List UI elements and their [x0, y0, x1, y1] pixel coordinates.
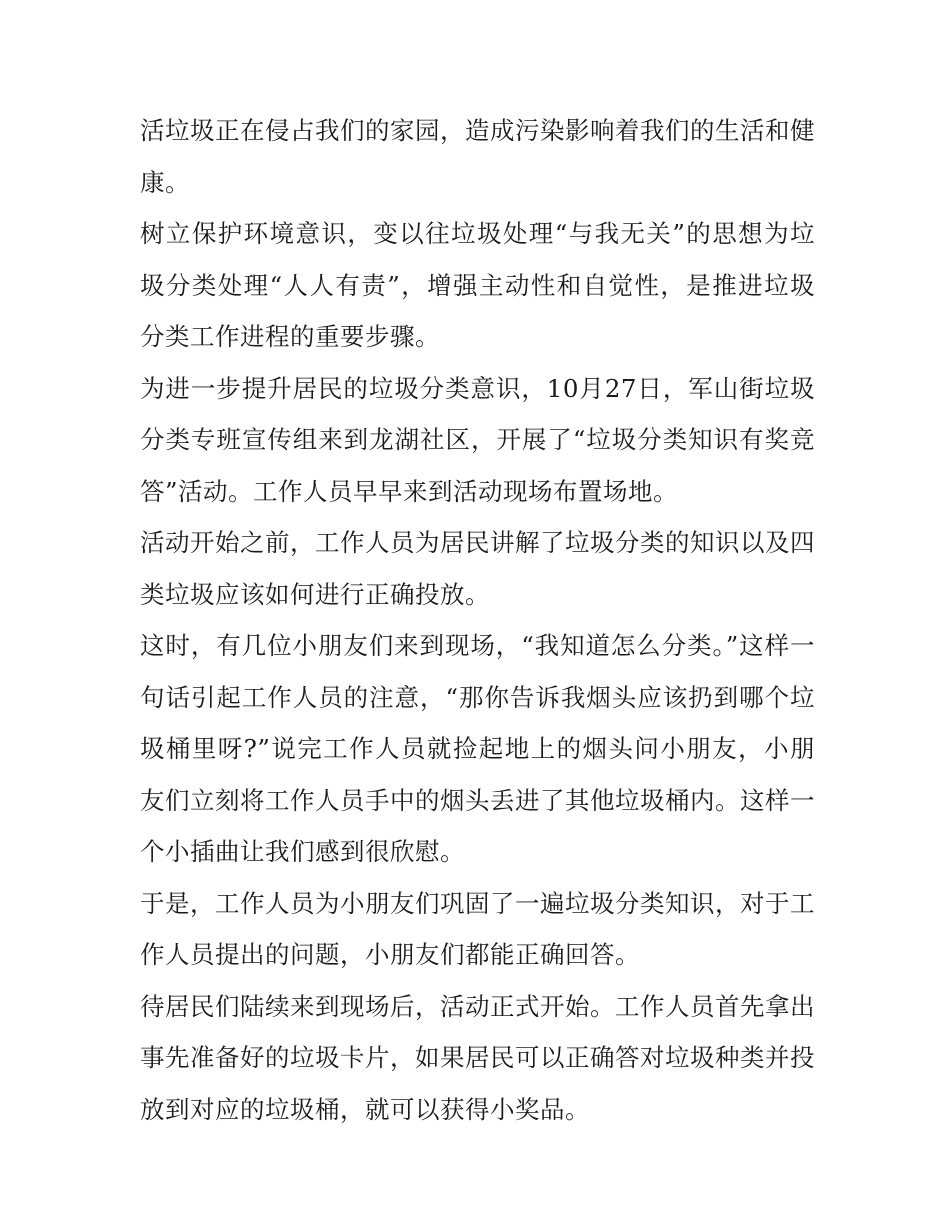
paragraph: 活动开始之前，工作人员为居民讲解了垃圾分类的知识以及四类垃圾应该如何进行正确投放。	[140, 528, 815, 609]
paragraph: 树立保护环境意识，变以往垃圾处理“与我无关”的思想为垃圾分类处理“人人有责”，增强主动性和自觉性，是推进垃圾分类工作进程的重要步骤。	[140, 219, 815, 351]
paragraph: 这时，有几位小朋友们来到现场，“我知道怎么分类。”这样一句话引起工作人员的注意，“那你告诉我烟头应该扔到哪个垃圾桶里呀?”说完工作人员就捡起地上的烟头问小朋友，小朋友们立刻将工作人员手中的烟头丢进了其他垃圾桶内。这样一个小插曲让我们感到很欣慰。	[140, 631, 815, 866]
paragraph: 活垃圾正在侵占我们的家园，造成污染影响着我们的生活和健康。	[140, 116, 815, 197]
paragraph: 为进一步提升居民的垃圾分类意识，10月27日，军山街垃圾分类专班宣传组来到龙湖社区，开展了“垃圾分类知识有奖竞答”活动。工作人员早早来到活动现场布置场地。	[140, 373, 815, 506]
document-body	[140, 105, 815, 1135]
paragraph: 待居民们陆续来到现场后，活动正式开始。工作人员首先拿出事先准备好的垃圾卡片，如果居民可以正确答对垃圾种类并投放到对应的垃圾桶，就可以获得小奖品。	[140, 991, 815, 1124]
paragraph: 于是，工作人员为小朋友们巩固了一遍垃圾分类知识，对于工作人员提出的问题，小朋友们都能正确回答。	[140, 888, 815, 969]
